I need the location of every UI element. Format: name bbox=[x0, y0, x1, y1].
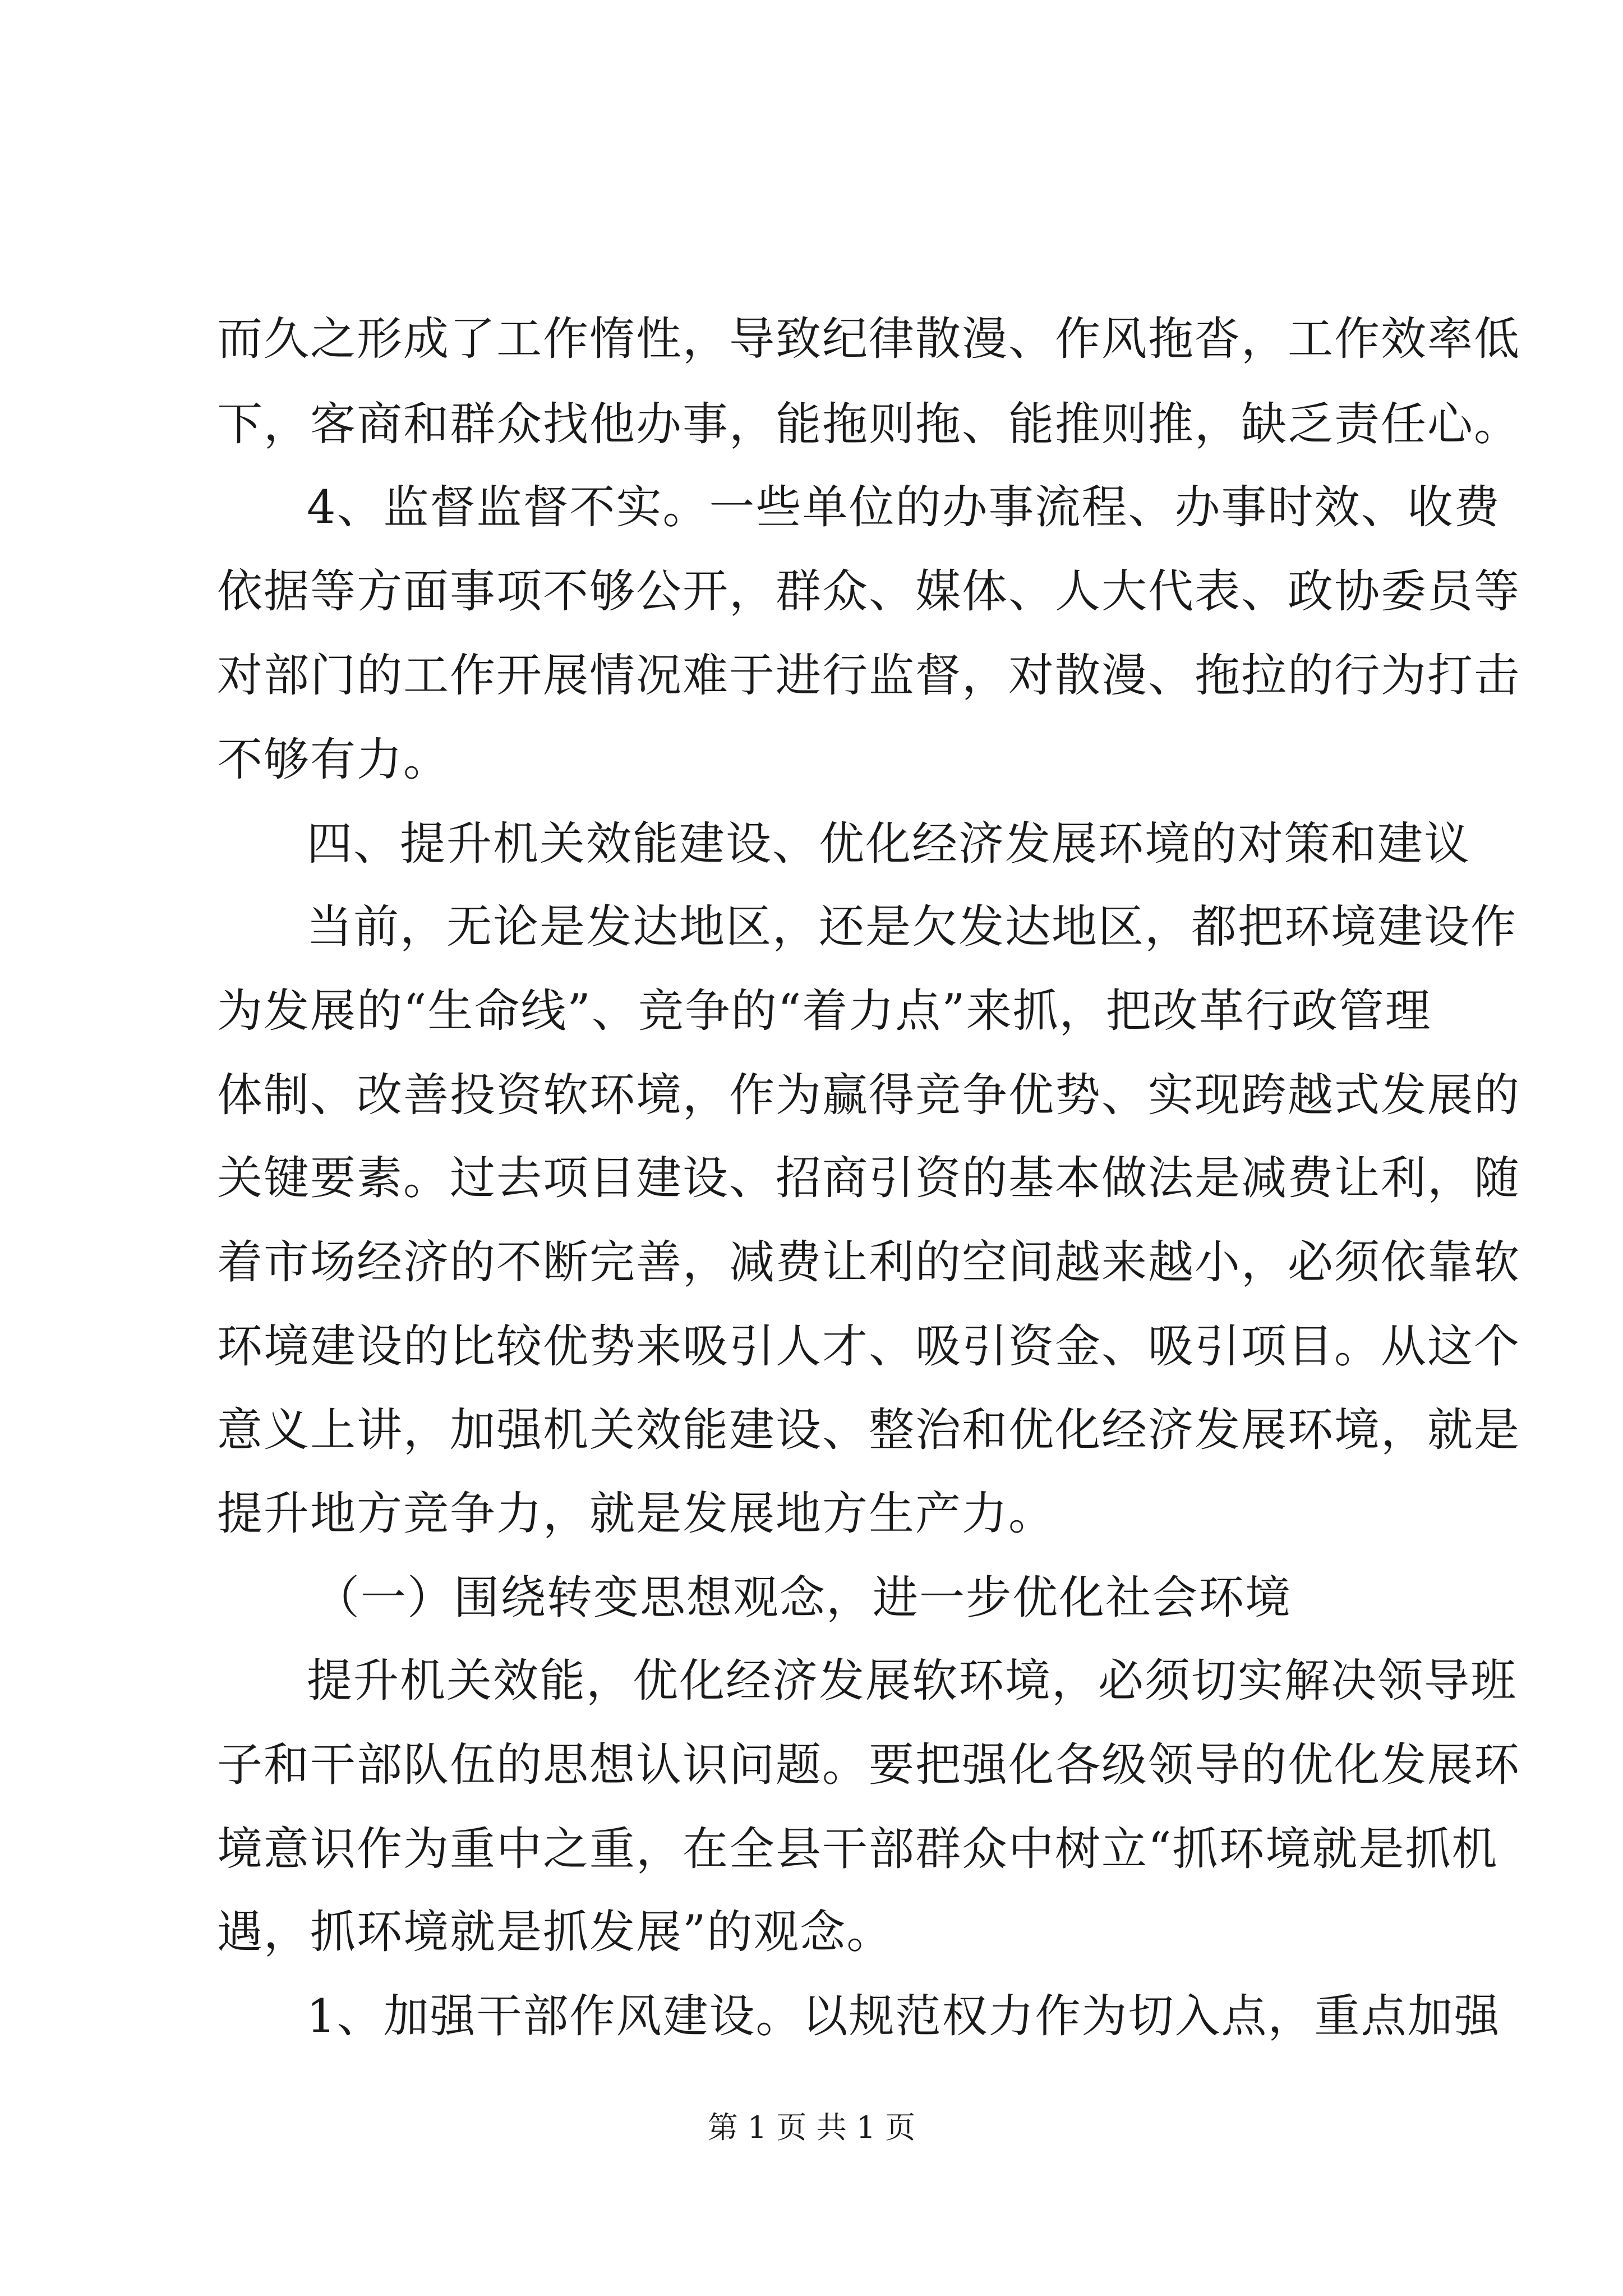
body-text-line: 4、监督监督不实。一些单位的办事流程、办事时效、收费 bbox=[307, 481, 1501, 534]
body-text-line: 意义上讲，加强机关效能建设、整治和优化经济发展环境，就是 bbox=[217, 1404, 1521, 1457]
body-text-line: 环境建设的比较优势来吸引人才、吸引资金、吸引项目。从这个 bbox=[217, 1320, 1521, 1373]
body-text-line: 对部门的工作开展情况难于进行监督，对散漫、拖拉的行为打击 bbox=[217, 650, 1521, 702]
body-text-line: 提升地方竞争力，就是发展地方生产力。 bbox=[217, 1488, 1055, 1540]
body-text-line: 下，客商和群众找他办事，能拖则拖、能推则推，缺乏责任心。 bbox=[217, 398, 1521, 451]
body-text-line: 当前，无论是发达地区，还是欠发达地区，都把环境建设作 bbox=[307, 901, 1518, 954]
body-text-line: 遇，抓环境就是抓发展”的观念。 bbox=[217, 1906, 893, 1959]
body-text-line: 而久之形成了工作惰性，导致纪律散漫、作风拖沓，工作效率低 bbox=[217, 313, 1521, 366]
body-text-line: 境意识作为重中之重，在全县干部群众中树立“抓环境就是抓机 bbox=[217, 1823, 1498, 1876]
body-text-line: 子和干部队伍的思想认识问题。要把强化各级领导的优化发展环 bbox=[217, 1739, 1521, 1792]
section-heading: 四、提升机关效能建设、优化经济发展环境的对策和建议 bbox=[307, 818, 1471, 871]
body-text-line: 1、加强干部作风建设。以规范权力作为切入点，重点加强 bbox=[307, 1990, 1501, 2043]
body-text-line: 为发展的“生命线”、竞争的“着力点”来抓，把改革行政管理 bbox=[217, 985, 1432, 1038]
body-text-line: 不够有力。 bbox=[217, 734, 450, 786]
body-text-line: 体制、改善投资软环境，作为赢得竞争优势、实现跨越式发展的 bbox=[217, 1069, 1521, 1122]
body-text-line: 提升机关效能，优化经济发展软环境，必须切实解决领导班 bbox=[307, 1655, 1518, 1708]
body-text-line: 着市场经济的不断完善，减费让利的空间越来越小，必须依靠软 bbox=[217, 1236, 1521, 1289]
page-footer: 第 1 页 共 1 页 bbox=[707, 2110, 916, 2145]
subsection-heading: （一）围绕转变思想观念，进一步优化社会环境 bbox=[314, 1572, 1292, 1625]
body-text-line: 依据等方面事项不够公开，群众、媒体、人大代表、政协委员等 bbox=[217, 565, 1521, 618]
body-text-line: 关键要素。过去项目建设、招商引资的基本做法是减费让利，随 bbox=[217, 1152, 1521, 1205]
